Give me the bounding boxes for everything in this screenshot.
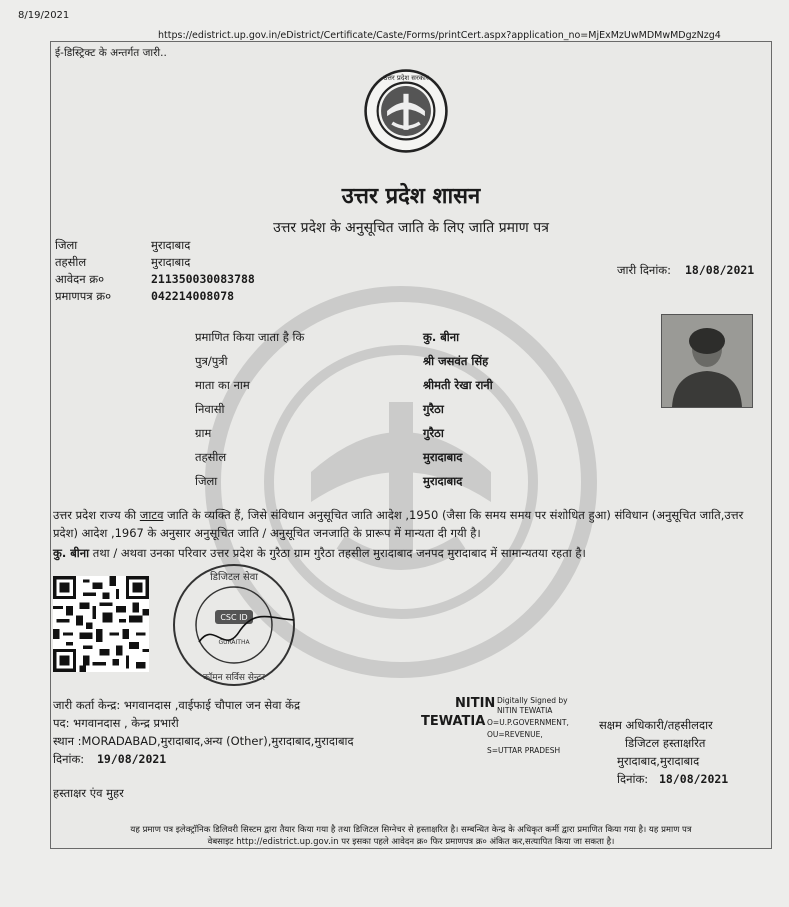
issuer-date-value: 19/08/2021 bbox=[97, 752, 167, 766]
sign-label: हस्ताक्षर एंव मुहर bbox=[53, 786, 124, 800]
dsig-line-5: S=UTTAR PRADESH bbox=[487, 746, 561, 755]
authority-place: मुरादाबाद,मुरादाबाद bbox=[617, 754, 700, 768]
dsig-name-line2: TEWATIA bbox=[421, 714, 486, 729]
authority-digital-sign: डिजिटल हस्ताक्षरित bbox=[625, 736, 706, 750]
certificate-no-value: 042214008078 bbox=[151, 289, 235, 303]
certificate-title: उत्तर प्रदेश के अनुसूचित जाति के लिए जाति प्रमाण पत्र bbox=[273, 220, 549, 236]
detail-label-tehsil: तहसील bbox=[195, 450, 227, 464]
detail-label-village: ग्राम bbox=[195, 426, 212, 440]
authority-title: सक्षम अधिकारी/तहसीलदार bbox=[599, 718, 713, 732]
dsig-line-1: Digitally Signed by bbox=[497, 696, 568, 705]
certificate-no-label: प्रमाणपत्र क्र० bbox=[55, 289, 112, 303]
application-no-label: आवेदन क्र० bbox=[55, 272, 105, 286]
up-govt-emblem-icon bbox=[363, 68, 449, 154]
footer-line-2: वेबसाइट http://edistrict.up.gov.in पर इसका पहले आवेदन क्र० फिर प्रमाणपत्र क्र० अंकित कर,सत्यापित किया जा सकता है। bbox=[207, 837, 615, 847]
footer-line-1: यह प्रमाण पत्र इलेक्ट्रॉनिक डिलिवरी सिस्टम द्वारा तैयार किया गया है तथा डिजिटल सिग्नेचर से हस्ताक्षरित है। सम्बन्धित केन्द्र के अधिकृत कर्मी द्वारा प्रमाणित किया गया है। यह प्रमाण पत्र bbox=[130, 825, 692, 835]
authority-date-value: 18/08/2021 bbox=[659, 772, 729, 786]
application-no-value: 211350030083788 bbox=[151, 272, 255, 286]
issuer-place: स्थान :MORADABAD,मुरादाबाद,अन्य (Other),मुरादाबाद,मुरादाबाद bbox=[53, 734, 354, 748]
caste-name: जाटव bbox=[139, 508, 164, 522]
issuer-date-label: दिनांक: bbox=[53, 752, 85, 766]
detail-value-village: गुरैठा bbox=[423, 426, 444, 440]
govt-title: उत्तर प्रदेश शासन bbox=[341, 184, 481, 209]
residence-name: कु. बीना bbox=[53, 546, 90, 560]
detail-value-tehsil: मुरादाबाद bbox=[423, 450, 463, 464]
applicant-photo bbox=[661, 314, 753, 408]
print-url: https://edistrict.up.gov.in/eDistrict/Certificate/Caste/Forms/printCert.aspx?application_no=MjExMzUwMDMwMDgzNzg4 bbox=[158, 30, 721, 41]
detail-label-son-daughter: पुत्र/पुत्री bbox=[195, 354, 228, 368]
dsig-line-2: NITIN TEWATIA bbox=[497, 706, 553, 715]
person-photo-icon bbox=[662, 315, 752, 407]
emblem-text: उत्तर प्रदेश सरकार bbox=[383, 74, 429, 83]
issuer-center: जारी कर्ता केन्द्र: भगवानदास ,वाईफाई चौपाल जन सेवा केंद्र bbox=[53, 698, 301, 712]
detail-value-district: मुरादाबाद bbox=[423, 474, 463, 488]
caste-paragraph: उत्तर प्रदेश राज्य की जाटव जाति के व्यक्ति हैं, जिसे संविधान अनुसूचित जाति आदेश ,1950 (जैसा कि समय समय पर संशोधित हुआ) संविधान (अनुसूचित जाति,उत्तर प्रदेश) आदेश ,1967 के अनुसार अनुसूचित जाति / अनुसूचित जनजाति के प्रारूप में मान्यता दी गयी है। bbox=[53, 508, 744, 540]
tehsil-value: मुरादाबाद bbox=[151, 255, 191, 269]
detail-label-resident: निवासी bbox=[195, 402, 225, 416]
print-date: 8/19/2021 bbox=[18, 10, 70, 21]
footer-note bbox=[51, 824, 771, 848]
detail-value-father: श्री जसवंत सिंह bbox=[423, 354, 489, 368]
dsig-name-line1: NITIN bbox=[455, 696, 496, 711]
detail-value-name: कु. बीना bbox=[423, 330, 460, 344]
seal-place-text: GURAITHA bbox=[218, 639, 250, 646]
detail-label-district: जिला bbox=[195, 474, 218, 488]
certificate-sheet bbox=[50, 41, 772, 849]
issue-date-value: 18/08/2021 bbox=[685, 263, 755, 277]
residence-paragraph: कु. बीना तथा / अथवा उनका परिवार उत्तर प्रदेश के गुरैठा ग्राम गुरैठा तहसील मुरादाबाद जनपद मुरादाबाद में सामान्यतया रहता है। bbox=[53, 546, 586, 560]
csc-seal-stamp-icon bbox=[169, 560, 299, 690]
authority-date-label: दिनांक: bbox=[617, 772, 649, 786]
issue-date-label: जारी दिनांक: bbox=[617, 263, 672, 277]
detail-label-certify: प्रमाणित किया जाता है कि bbox=[195, 330, 305, 344]
dsig-line-3: O=U.P.GOVERNMENT, bbox=[487, 718, 569, 727]
tehsil-label: तहसील bbox=[55, 255, 87, 269]
district-value: मुरादाबाद bbox=[151, 238, 191, 252]
district-label: जिला bbox=[55, 238, 78, 252]
seal-top-text: डिजिटल सेवा bbox=[210, 572, 258, 583]
detail-value-mother: श्रीमती रेखा रानी bbox=[423, 378, 493, 392]
detail-label-mother: माता का नाम bbox=[195, 378, 250, 392]
issuer-post: पद: भगवानदास , केन्द्र प्रभारी bbox=[53, 716, 179, 730]
seal-center-text: CSC ID bbox=[220, 613, 248, 622]
qr-code-icon bbox=[53, 576, 149, 672]
dsig-line-4: OU=REVENUE, bbox=[487, 730, 543, 739]
header-note: ई-डिस्ट्रिक्ट के अन्तर्गत जारी.. bbox=[55, 47, 167, 59]
detail-value-resident: गुरैठा bbox=[423, 402, 444, 416]
seal-bottom-text: कॉमन सर्विस सेन्टर bbox=[203, 673, 265, 683]
